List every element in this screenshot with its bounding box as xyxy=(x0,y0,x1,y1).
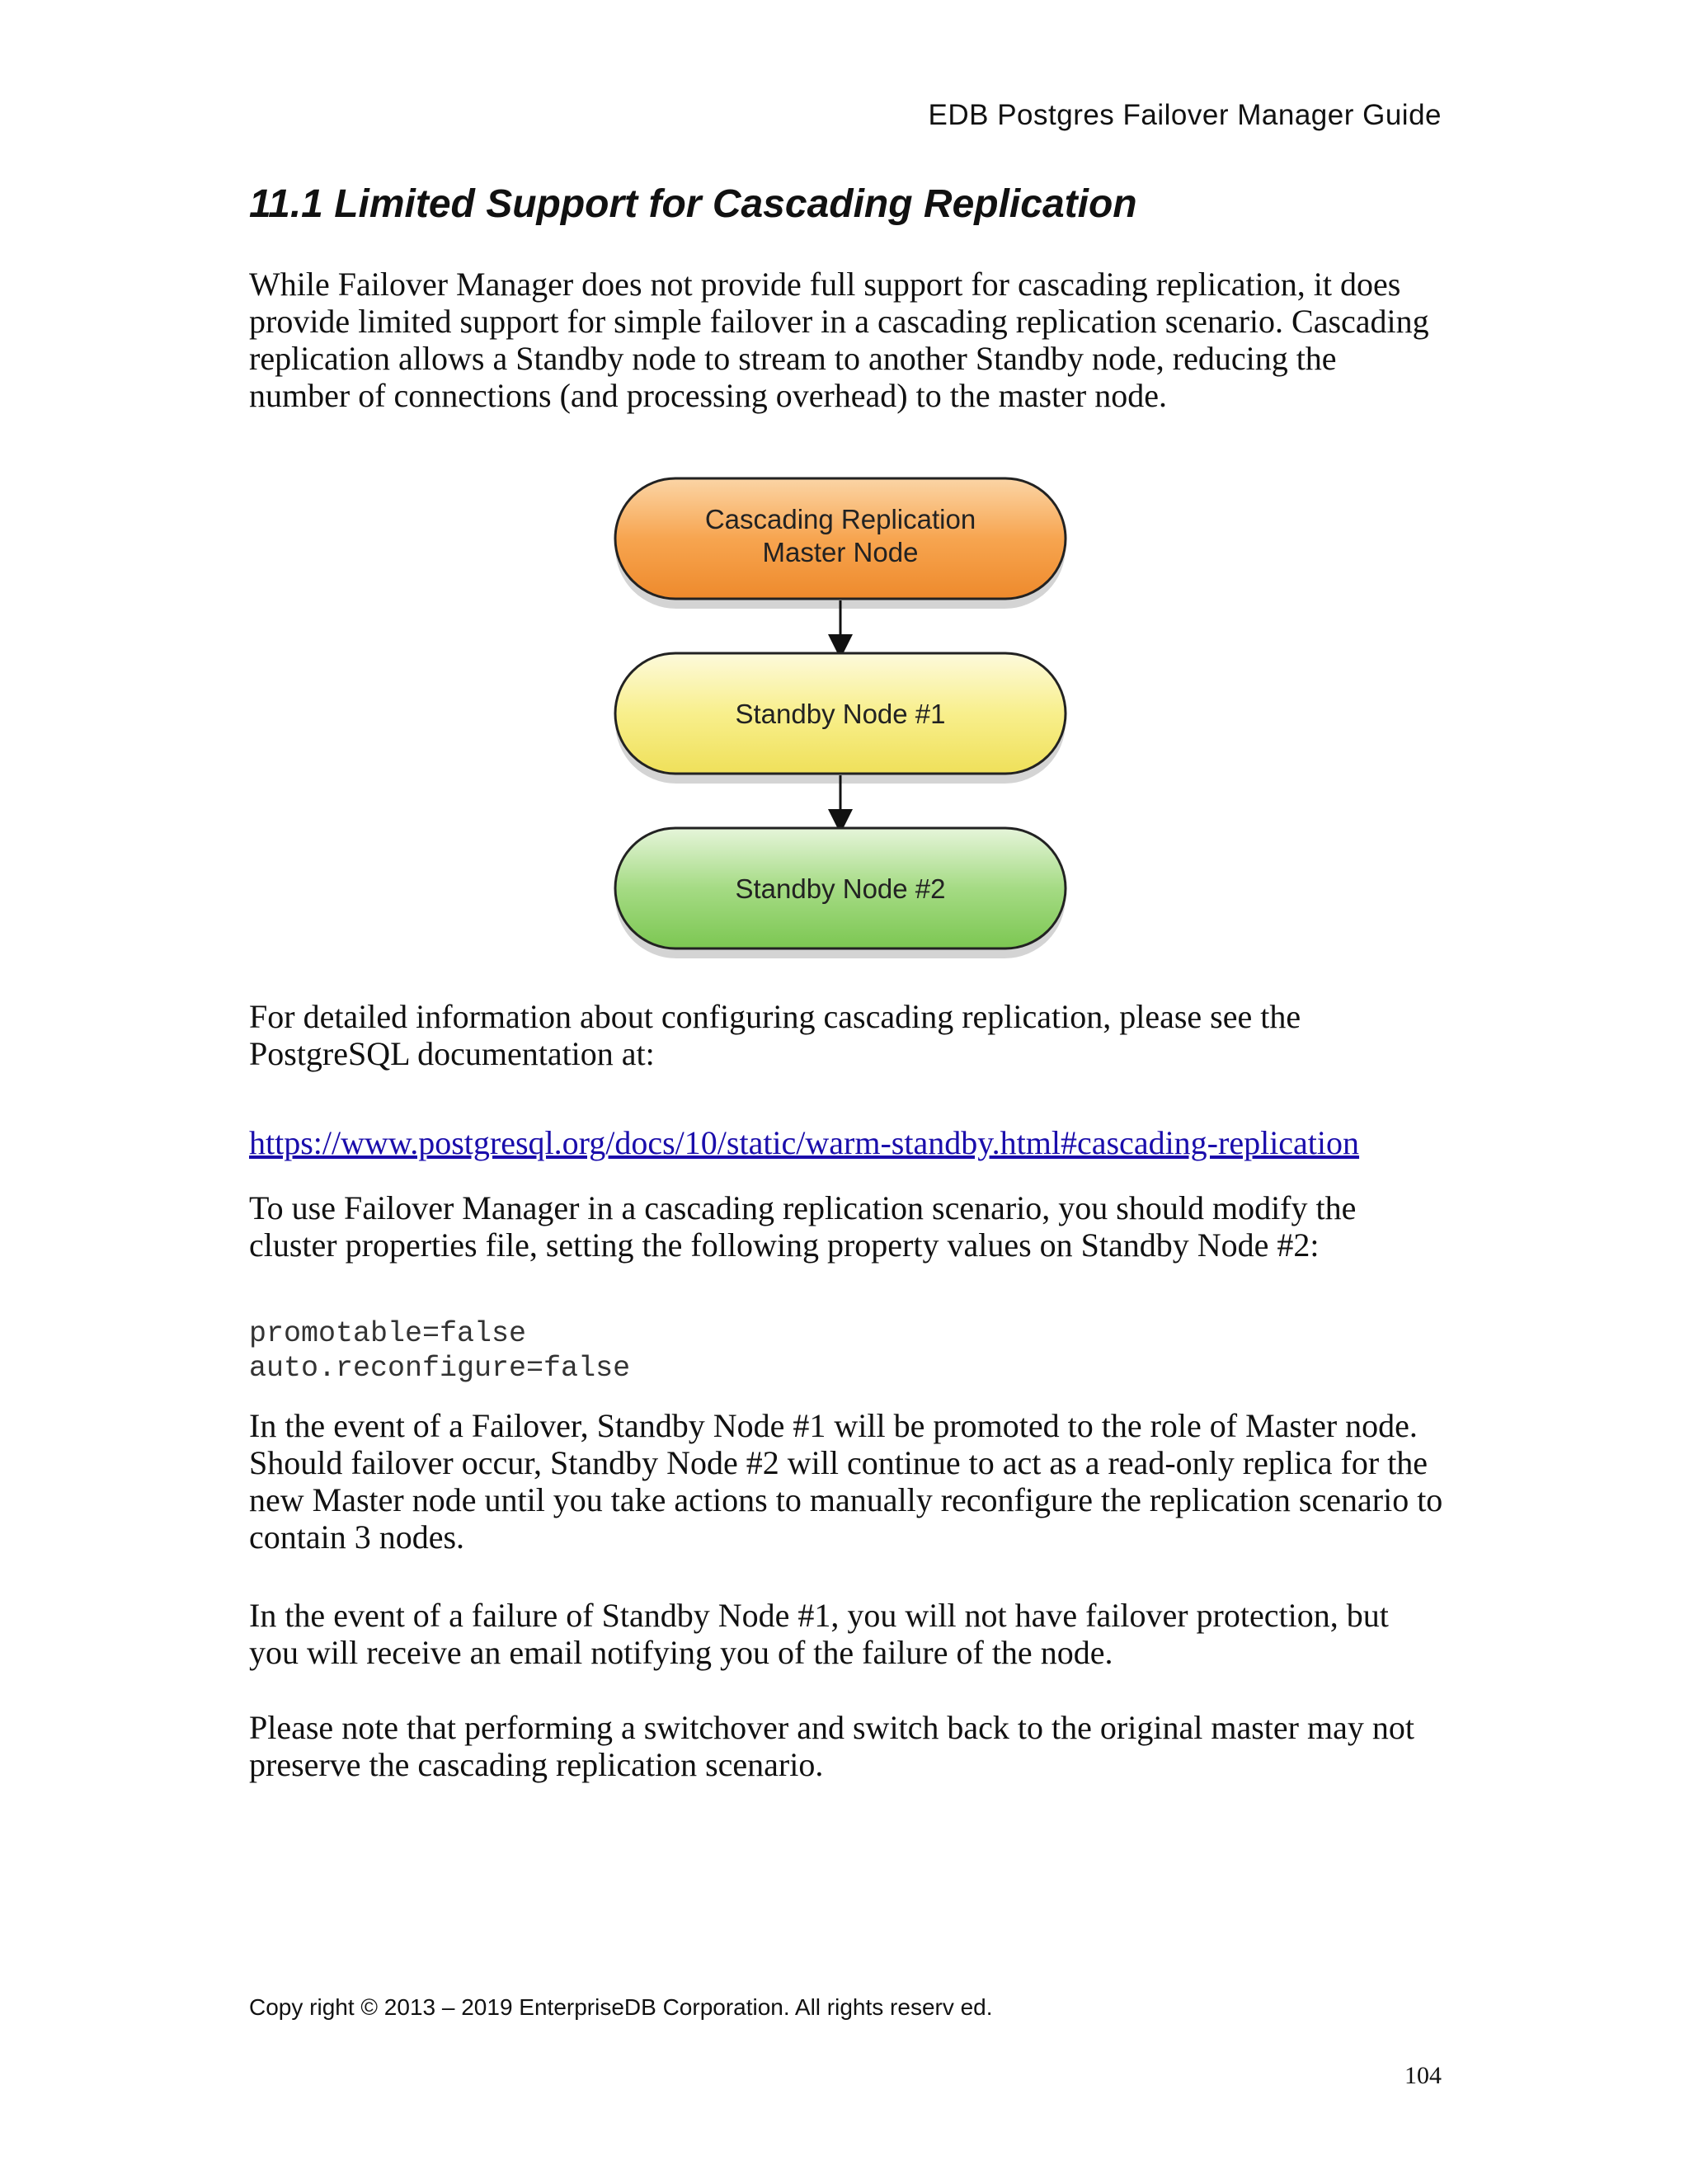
code-line-promotable: promotable=false xyxy=(249,1317,527,1350)
info-paragraph: For detailed information about configuring cascading replication, please see the PostgreSQL documentation at: xyxy=(249,998,1301,1072)
master-node-line2: Master Node xyxy=(762,537,919,567)
failure-paragraph: In the event of a failure of Standby Node #1, you will not have failover protection, but you will receive an email notifying you of the failure of the node. xyxy=(249,1597,1389,1671)
page-number: 104 xyxy=(1404,2062,1442,2089)
section-heading: 11.1 Limited Support for Cascading Replication xyxy=(249,182,1137,226)
postgresql-docs-link[interactable]: https://www.postgresql.org/docs/10/static/warm-standby.html#cascading-replication xyxy=(249,1124,1360,1161)
note-paragraph: Please note that performing a switchover and switch back to the original master may not preserve the cascading replication scenario. xyxy=(249,1709,1414,1783)
master-node-line1: Cascading Replication xyxy=(704,504,976,534)
usage-paragraph: To use Failover Manager in a cascading replication scenario, you should modify the cluster properties file, setting the following property values on Standby Node #2: xyxy=(249,1189,1357,1264)
standby-node-1-label: Standby Node #1 xyxy=(735,699,946,729)
code-block xyxy=(249,1316,630,1386)
copyright-footer: Copy right © 2013 – 2019 EnterpriseDB Corporation. All rights reserv ed. xyxy=(249,1994,993,2020)
cascading-replication-diagram xyxy=(602,467,1080,962)
failover-paragraph: In the event of a Failover, Standby Node #1 will be promoted to the role of Master node. Should failover occur, Standby Node #2 will continue to act as a read-only replica for the new Master node until you take actions to manually reconfigure the replication scenario to contain 3 nodes. xyxy=(249,1407,1443,1556)
standby-node-2-label: Standby Node #2 xyxy=(735,873,946,904)
code-line-auto-reconfigure: auto.reconfigure=false xyxy=(249,1352,631,1385)
page-header: EDB Postgres Failover Manager Guide xyxy=(928,99,1442,131)
intro-paragraph: While Failover Manager does not provide full support for cascading replication, it does provide limited support for simple failover in a cascading replication scenario. Cascading replication allows a Standby node to stream to another Standby node, reducing the number of connections (and processing overhead) to the master node. xyxy=(249,266,1429,414)
